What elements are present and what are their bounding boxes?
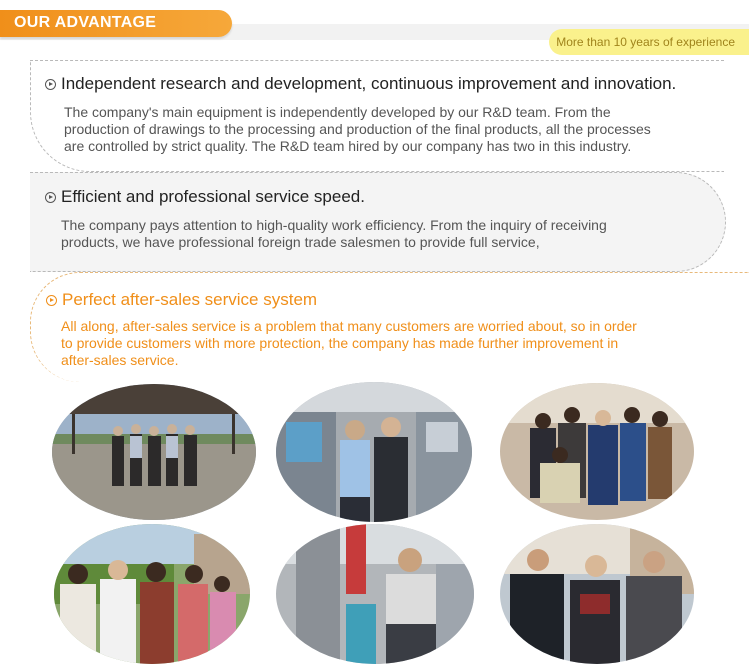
play-circle-icon (45, 192, 56, 203)
photo-machine-operator (276, 524, 474, 664)
play-circle-icon (46, 295, 57, 306)
advantage-1-line-2: production of drawings to the processing and production of the final products, all the processes (64, 121, 651, 137)
advantage-1 (30, 60, 724, 172)
advantage-2-line-1: The company pays attention to high-quality work efficiency. From the inquiry of receiving (61, 217, 607, 233)
advantage-3-line-3: after-sales service. (61, 352, 179, 368)
advantage-1-title: Independent research and development, continuous improvement and innovation. (61, 74, 677, 93)
photo-three-men-outdoor (500, 524, 694, 664)
advantage-2-line-2: products, we have professional foreign trade salesmen to provide full service, (61, 234, 540, 250)
section-title: OUR ADVANTAGE (14, 14, 157, 31)
advantage-3-line-2: to provide customers with more protection, the company has made further improvement in (61, 335, 619, 351)
photo-group-outdoor-street (54, 524, 250, 664)
photo-group-indoor (500, 383, 694, 520)
advantage-3-title: Perfect after-sales service system (62, 290, 318, 309)
advantage-2-title: Efficient and professional service speed. (61, 187, 365, 206)
photo-group-under-canopy (52, 384, 256, 520)
advantage-3 (30, 272, 749, 382)
photo-factory-line-two-men (276, 382, 472, 522)
section-header (0, 10, 749, 49)
section-title-tab (0, 10, 232, 37)
advantage-3-line-1: All along, after-sales service is a problem that many customers are worried about, so in order (61, 318, 637, 334)
experience-text: More than 10 years of experience (556, 35, 735, 49)
experience-badge (549, 29, 749, 55)
advantage-2 (30, 172, 726, 272)
play-circle-icon (45, 79, 56, 90)
advantage-1-line-1: The company's main equipment is independently developed by our R&D team. From the (64, 104, 611, 120)
advantage-1-line-3: are controlled by strict quality. The R&D team hired by our company has two in this industry. (64, 138, 632, 154)
